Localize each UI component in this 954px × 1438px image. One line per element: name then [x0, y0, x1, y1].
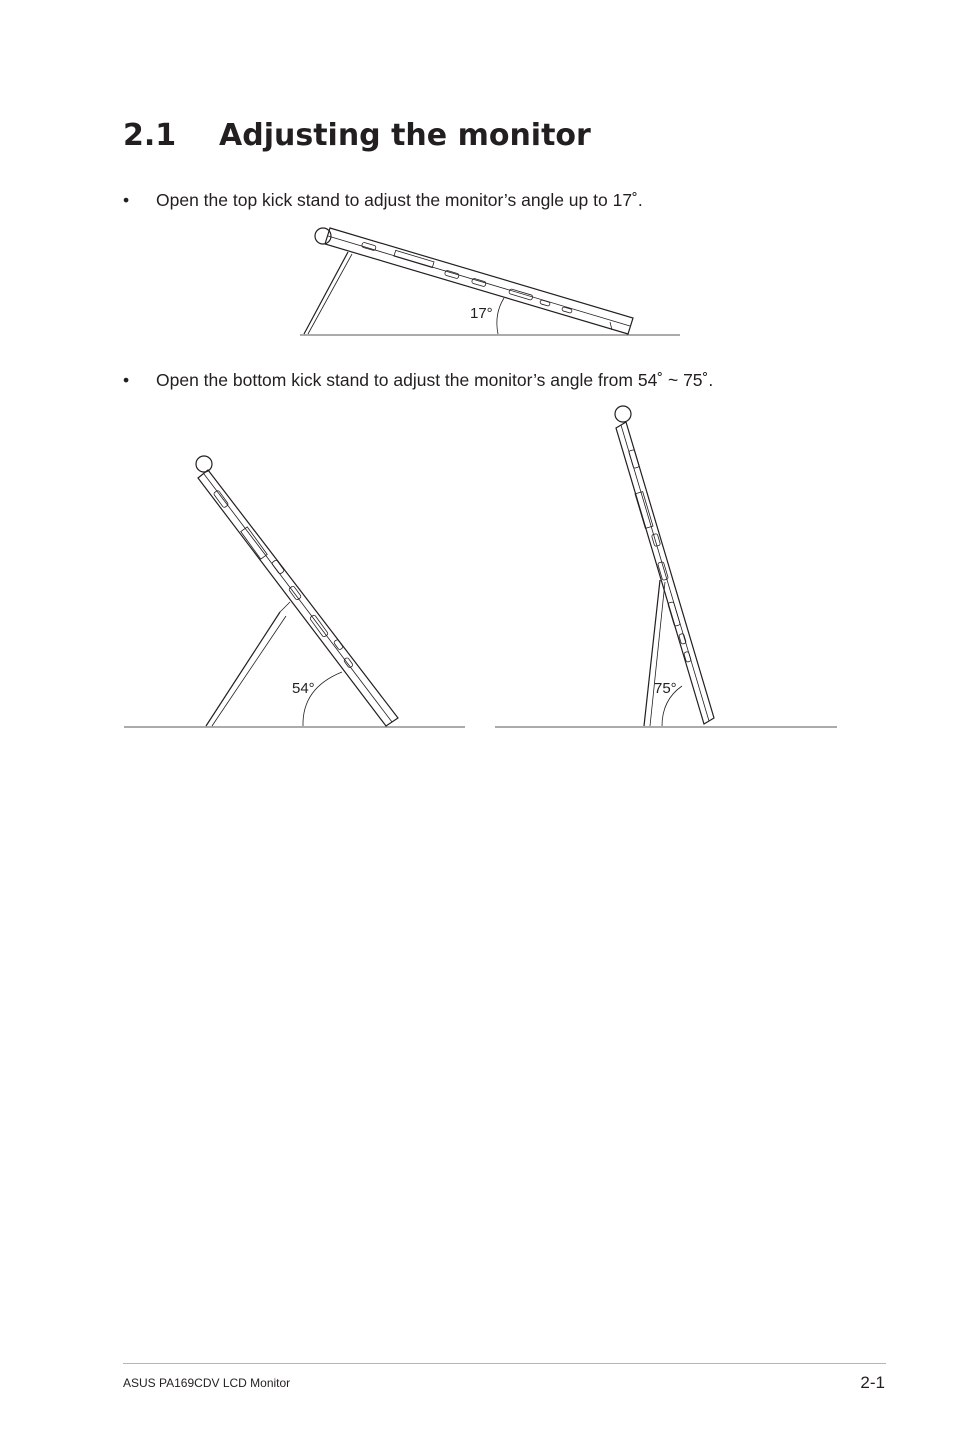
figure-bottom-kickstand-54 [120, 450, 470, 735]
section-heading [123, 112, 591, 160]
bullet-text: Open the top kick stand to adjust the monitor’s angle up to 17˚. [156, 190, 643, 210]
footer-page-number: 2-1 [860, 1373, 885, 1392]
angle-label-54: 54° [292, 680, 315, 697]
bullet-marker: • [123, 370, 130, 390]
angle-label-17: 17° [470, 305, 493, 322]
footer-divider [123, 1363, 886, 1364]
section-number: 2.1 [123, 118, 177, 153]
angle-label-75: 75° [654, 680, 677, 697]
bullet-text: Open the bottom kick stand to adjust the monitor’s angle from 54˚ ~ 75˚. [156, 370, 714, 390]
figure-bottom-kickstand-75 [492, 402, 842, 735]
angle-arc [497, 298, 504, 334]
footer-product-name: ASUS PA169CDV LCD Monitor [123, 1376, 291, 1390]
kick-stand [304, 252, 348, 334]
figure-top-kickstand [290, 222, 690, 342]
bullet-marker: • [123, 190, 130, 210]
section-title: Adjusting the monitor [219, 118, 591, 153]
monitor-body [615, 406, 714, 724]
kick-stand [206, 612, 280, 726]
